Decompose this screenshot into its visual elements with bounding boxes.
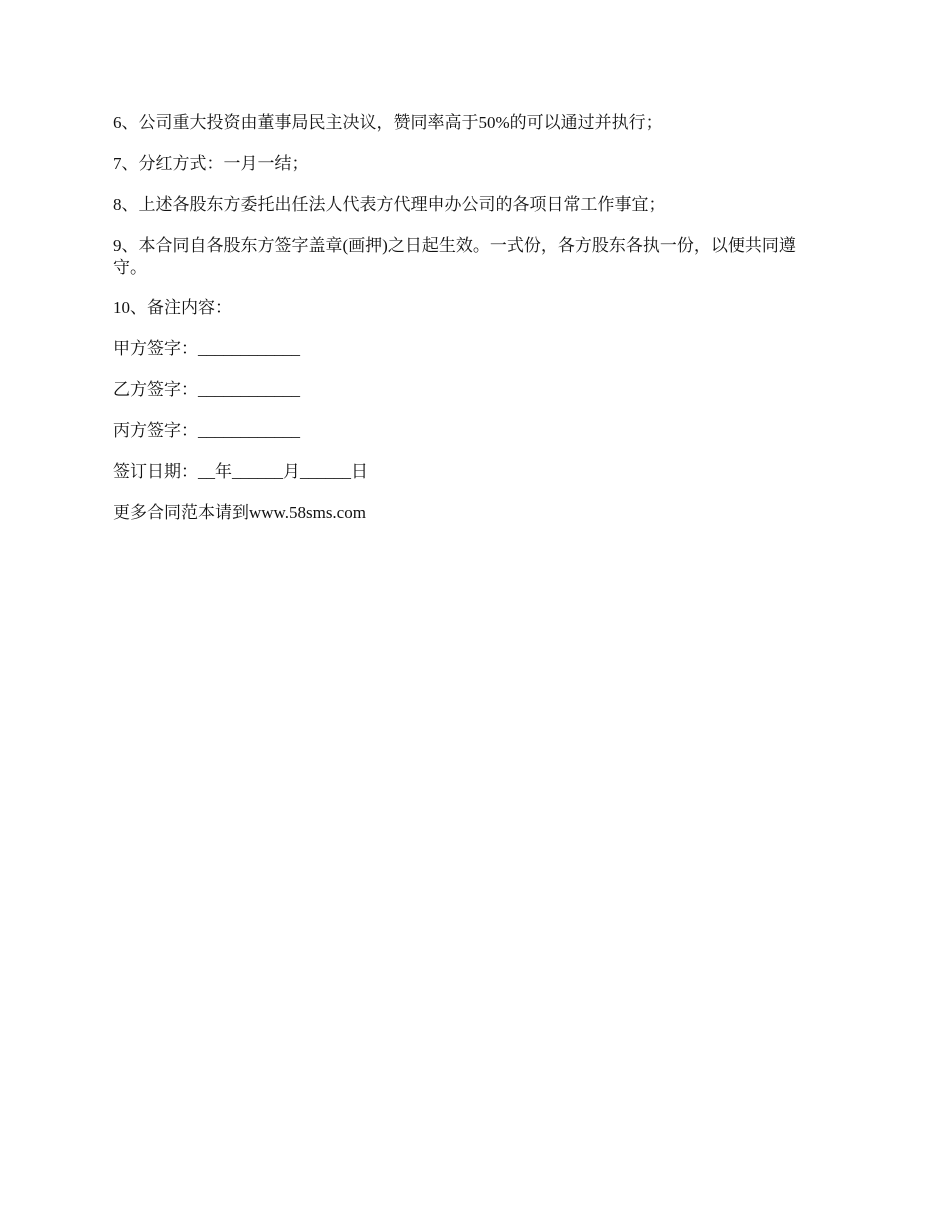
clause-8: 8、上述各股东方委托出任法人代表方代理申办公司的各项日常工作事宜；	[113, 195, 666, 214]
party-b-signature: 乙方签字：____________	[113, 380, 300, 399]
party-c-signature: 丙方签字：____________	[113, 421, 300, 440]
clause-10-remarks: 10、备注内容：	[113, 298, 232, 317]
clause-9: 9、本合同自各股东方签字盖章(画押)之日起生效。一式份，各方股东各执一份，以便共同遵守。	[113, 236, 796, 277]
clause-7: 7、分红方式：一月一结；	[113, 154, 309, 173]
document-body	[113, 112, 828, 543]
signing-date: 签订日期：__年______月______日	[113, 462, 368, 481]
footer-note: 更多合同范本请到www.58sms.com	[113, 503, 366, 522]
clause-6: 6、公司重大投资由董事局民主决议，赞同率高于50%的可以通过并执行；	[113, 113, 663, 132]
party-a-signature: 甲方签字：____________	[113, 339, 300, 358]
